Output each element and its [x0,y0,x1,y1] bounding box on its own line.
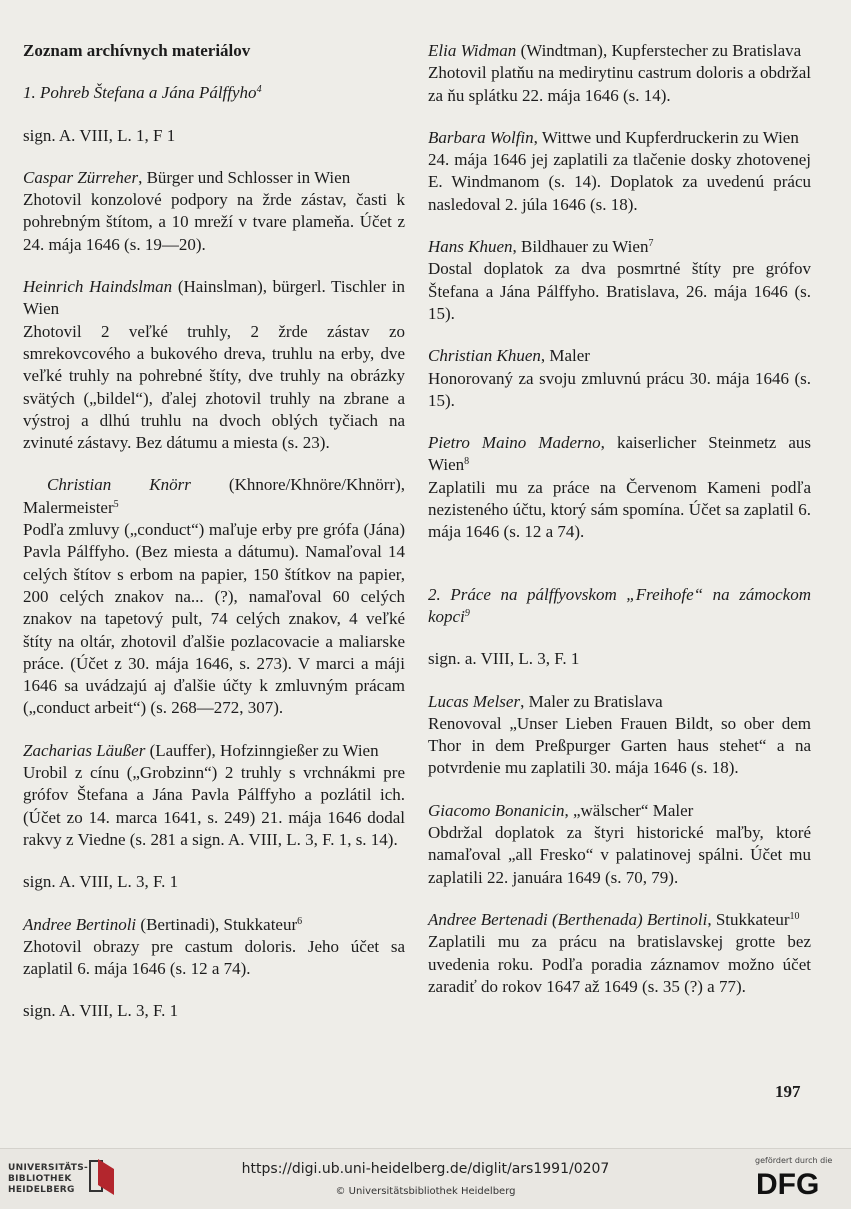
entry: Andree Bertenadi (Berthenada) Bertinoli, Stukkateur$^{10}$ Zaplatili mu za prácu na bratislavskej grotte bez uvedenia roku. Podľa poradia záznamov možno účet zaradiť do rokov 1647 až 1649 (s. 35 (?) a 77). [428,909,811,998]
right-column [428,40,811,1018]
entry-body: Honorovaný za svoju zmluvnú prácu 30. mája 1646 (s. 15). [428,368,811,410]
entry: Barbara Wolfin, Wittwe und Kupferdruckerin zu Wien 24. mája 1646 jej zaplatili za tlačenie dosky zhotovenej E. Windmanom (s. 14). Doplatok za uvedenú prácu nasledoval 2. júla 1646 (s. 18). [428,127,811,216]
entry: Hans Khuen, Bildhauer zu Wien$^7$ Dostal doplatok za dva posmrtné štíty pre grófov Štefana a Jána Pálffyho. Bratislava, 26. mája 1646 (s. 15). [428,236,811,325]
person-name: Heinrich Haindslman [23,277,173,297]
footnote-ref[interactable]: 9 [464,607,470,619]
signature-ref: sign. A. VIII, L. 3, F. 1 [23,872,179,892]
entry-body: Zaplatili mu za prácu na bratislavskej grotte bez uvedenia roku. Podľa poradia záznamov možno účet zaradiť do rokov 1647 až 1649 (s. 35 (?) a 77). [428,932,811,996]
section-heading-2: 2. Práce na pálffyovskom „Freihofe“ na zámockom kopci$^9$ [428,584,811,626]
entry-body: Urobil z cínu („Grobzinn“) 2 truhly s vrchnákmi pre grófov Štefana a Jána Pavla Pálffyho a pozlátil ich. (Účet zo 14. marca 1641, s. 249) 21. mája 1646 dodal rakvy z Viedne (s. 281 a sign. A. VIII, L. 3, F. 1, s. 14). [23,763,405,849]
svg-text:DFG: DFG [756,1168,820,1198]
entry: Andree Bertinoli (Bertinadi), Stukkateur$^6$ Zhotovil obrazy pre castum doloris. Jeho účet sa zaplatil 6. mája 1646 (s. 12 a 74). [23,914,405,981]
viewer-footer [0,1148,851,1209]
entry: Lucas Melser, Maler zu Bratislava Renovoval „Unser Lieben Frauen Bildt, so ober dem Thor in dem Preßpurger Garten haus stehet“ a na potvrdenie mu zaplatili 30. mája 1646 (s. 18). [428,691,811,780]
entry: Caspar Zürreher, Bürger und Schlosser in Wien Zhotovil konzolové podpory na žrde zástav, časti k pohrebným štítom, a 10 mreží v tvare plameňa. Účet z 24. mája 1646 (s. 19—20). [23,167,405,256]
signature-ref: sign. A. VIII, L. 1, F 1 [23,125,176,145]
entry: Zacharias Läußer (Lauffer), Hofzinngießer zu Wien Urobil z cínu („Grobzinn“) 2 truhly s vrchnákmi pre grófov Štefana a Jána Pavla Pálffyho a pozlátil ich. (Účet zo 14. marca 1641, s. 249) 21. mája 1646 dodal rakvy z Viedne (s. 281 a sign. A. VIII, L. 3, F. 1, s. 14). [23,740,405,851]
entry: Elia Widman (Windtman), Kupferstecher zu Bratislava Zhotovil platňu na medirytinu castrum doloris a obdržal za ňu splátku 22. mája 1646 (s. 14). [428,40,811,107]
person-name: Andree Bertenadi (Berthenada) Bertinoli [428,909,708,929]
person-name: Zacharias Läußer [23,740,146,760]
signature-ref: sign. a. VIII, L. 3, F. 1 [428,649,580,669]
copyright-notice: © Universitätsbibliothek Heidelberg [335,1186,516,1197]
entry-body: 24. mája 1646 jej zaplatili za tlačenie dosky zhotovenej E. Windmanom (s. 14). Doplatok za uvedenú prácu nasledoval 2. júla 1646 (s. 18). [428,150,811,214]
person-name: Barbara Wolfin [428,127,534,147]
entry-body: Zhotovil platňu na medirytinu castrum doloris a obdržal za ňu splátku 22. mája 1646 (s. 14). [428,63,811,105]
person-name: Hans Khuen [428,237,513,257]
entry: Christian Khuen, Maler Honorovaný za svoju zmluvnú prácu 30. mája 1646 (s. 15). [428,345,811,412]
footnote-ref[interactable]: 10 [789,910,800,922]
entry-body: Obdržal doplatok za štyri historické maľby, ktoré namaľoval „all Fresko“ v palatinovej spálni. Účet mu zaplatili 22. januára 1649 (s. 70, 79). [428,823,811,887]
entry: Christian Knörr (Khnore/Khnöre/Khnörr), Malermeister$^5$ Podľa zmluvy („conduct“) maľuje erby pre grófa (Jána) Pavla Pálffyho. (Bez miesta a dátumu). Namaľoval 14 celých štítov s erbom na papier, 150 štítkov na papier, 200 celých znakov na... (?), namaľoval 60 celých znakov na tapetový pult, 74 celých znakov, 4 veľké štíty na oltár, zhotovil ďalšie pozlacovacie a maliarske práce. (Účet z 30. mája 1646, s. 273). V marci a máji 1646 sa uvádzajú aj ďalšie účty k zmluvným prácam („conduct arbeit“) (s. 268—272, 307). [23,474,405,719]
person-name: Elia Widman [428,41,517,60]
person-name: Christian Knörr [47,475,191,495]
person-name: Pietro Maino Maderno [428,433,601,453]
library-logo[interactable]: UNIVERSITÄTS- BIBLIOTHEK HEIDELBERG [8,1163,89,1195]
person-name: Giacomo Bonanicin [428,800,565,820]
entry-body: Zhotovil konzolové podpory na žrde zástav, časti k pohrebným štítom, a 10 mreží v tvare plameňa. Účet z 24. mája 1646 (s. 19—20). [23,190,405,254]
list-heading: Zoznam archívnych materiálov [23,41,251,60]
entry-body: Podľa zmluvy („conduct“) maľuje erby pre grófa (Jána) Pavla Pálffyho. (Bez miesta a dátumu). Namaľoval 14 celých štítov s erbom na papier, 150 štítkov na papier, 200 celých znakov na... (?), namaľoval 60 celých znakov na tapetový pult, 74 celých znakov, 4 veľké štíty na oltár, zhotovil ďalšie pozlacovacie a maliarske práce. (Účet z 30. mája 1646, s. 273). V marci a máji 1646 sa uvádzajú aj ďalšie účty k zmluvným prácam („conduct arbeit“) (s. 268—272, 307). [23,520,405,718]
entry-body: Dostal doplatok za dva posmrtné štíty pre grófov Štefana a Jána Pálffyho. Bratislava, 26. mája 1646 (s. 15). [428,259,811,323]
permalink-url[interactable]: https://digi.ub.uni-heidelberg.de/diglit/ars1991/0207 [241,1161,610,1177]
footnote-ref[interactable]: 5 [113,498,119,510]
person-name: Andree Bertinoli [23,914,137,934]
entry-body: Zhotovil obrazy pre castum doloris. Jeho účet sa zaplatil 6. mája 1646 (s. 12 a 74). [23,936,405,979]
footnote-ref[interactable]: 4 [256,84,262,96]
left-column [23,40,405,1043]
signature-ref: sign. A. VIII, L. 3, F. 1 [23,1001,179,1021]
page-number: 197 [775,1082,801,1101]
entry-body: Zhotovil 2 veľké truhly, 2 žrde zástav zo smrekovcového a bukového dreva, truhlu na erby, dve veľké truhly na pohrebné štíty, dve truhly na obrázky svätých („bildel“), ďalej zhotovil truhly na zbrane a výstroj a dlhú truhlu na dvoch oblých tyčiach na zvinuté zástavy. Bez dátumu a miesta (s. 23). [23,321,405,453]
person-name: Lucas Melser [428,691,521,711]
entry-body: Zaplatili mu za práce na Červenom Kameni podľa nezisteného účtu, ktorý sám spomína. Účet sa zaplatil 6. mája 1646 (s. 12 a 74). [428,477,811,542]
footnote-ref[interactable]: 8 [464,456,470,468]
dfg-logo[interactable] [756,1168,838,1198]
entry: Giacomo Bonanicin, „wälscher“ Maler Obdržal doplatok za štyri historické maľby, ktoré namaľoval „all Fresko“ v palatinovej spálni. Účet mu zaplatili 22. januára 1649 (s. 70, 79). [428,800,811,889]
footnote-ref[interactable]: 6 [297,915,303,927]
entry-body: Renovoval „Unser Lieben Frauen Bildt, so ober dem Thor in dem Preßpurger Garten haus stehet“ a na potvrdenie mu zaplatili 30. mája 1646 (s. 18). [428,713,811,778]
entry: Heinrich Haindslman (Hainslman), bürgerl. Tischler in Wien Zhotovil 2 veľké truhly, 2 žrde zástav zo smrekovcového a bukového dreva, truhlu na erby, dve veľké truhly na pohrebné štíty, dve truhly na obrázky svätých („bildel“), ďalej zhotovil truhly na zbrane a výstroj a dlhú truhlu na dvoch oblých tyčiach na zvinuté zástavy. Bez dátumu a miesta (s. 23). [23,276,405,454]
section-heading-1: 1. Pohreb Štefana a Jána Pálffyho$^4$ [23,83,262,103]
person-name: Christian Khuen [428,346,541,366]
dfg-caption: gefördert durch die [755,1156,833,1165]
entry: Pietro Maino Maderno, kaiserlicher Steinmetz aus Wien$^8$ Zaplatili mu za práce na Červenom Kameni podľa nezisteného účtu, ktorý sám spomína. Účet sa zaplatil 6. mája 1646 (s. 12 a 74). [428,432,811,543]
person-name: Caspar Zürreher [23,167,139,187]
footnote-ref[interactable]: 7 [648,238,654,250]
